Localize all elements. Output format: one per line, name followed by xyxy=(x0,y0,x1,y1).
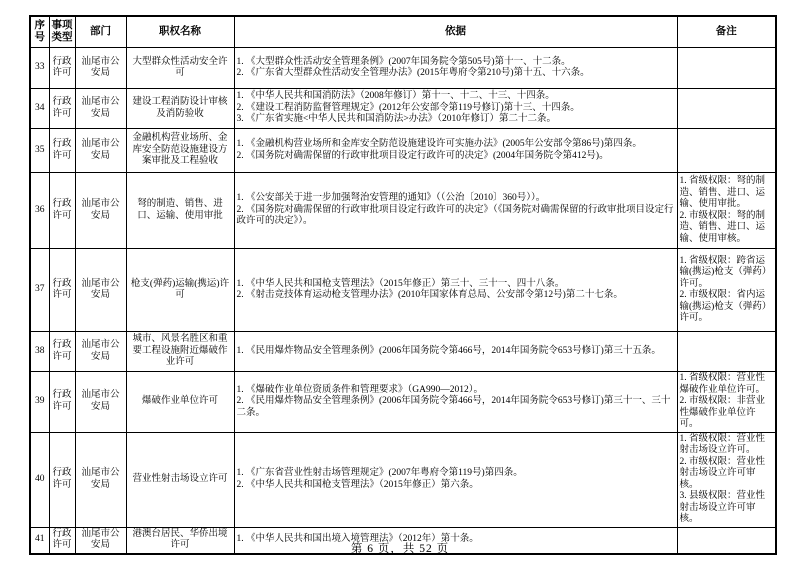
basis-line: 2. 《国务院对确需保留的行政审批项目设定行政许可的决定》(2004年国务院令第412号)。 xyxy=(236,150,609,161)
table-body xyxy=(30,48,776,554)
cell-dept: 汕尾市公安局 xyxy=(75,173,126,249)
cell-dept: 汕尾市公安局 xyxy=(75,129,126,173)
cell-basis xyxy=(234,332,677,372)
basis-line: 3. 《广东省实施<中华人民共和国消防法>办法》（2010年修订）第二十二条。 xyxy=(236,114,556,125)
cell-name: 爆破作业单位许可 xyxy=(126,372,234,433)
cell-basis xyxy=(234,48,677,89)
cell-dept: 汕尾市公安局 xyxy=(75,249,126,332)
remark-line: 1. 省级权限：营业性射击场设立许可。 xyxy=(679,433,766,455)
cell-basis xyxy=(234,372,677,433)
cell-name: 大型群众性活动安全许可 xyxy=(126,48,234,89)
cell-remark xyxy=(677,372,776,433)
cell-remark xyxy=(677,432,776,527)
cell-type: 行政许可 xyxy=(49,48,75,89)
cell-remark xyxy=(677,89,776,129)
cell-remark xyxy=(677,129,776,173)
cell-no: 37 xyxy=(30,249,49,332)
cell-remark xyxy=(677,249,776,332)
cell-basis xyxy=(234,249,677,332)
cell-no: 38 xyxy=(30,332,49,372)
table-row xyxy=(30,432,776,527)
cell-dept: 汕尾市公安局 xyxy=(75,372,126,433)
table-row xyxy=(30,129,776,173)
remark-line: 2. 市级权限：非营业性爆破作业单位许可。 xyxy=(679,396,766,429)
cell-no: 34 xyxy=(30,89,49,129)
cell-name: 枪支(弹药)运输(携运)许可 xyxy=(126,249,234,332)
cell-type: 行政许可 xyxy=(49,129,75,173)
cell-dept: 汕尾市公安局 xyxy=(75,432,126,527)
cell-dept: 汕尾市公安局 xyxy=(75,89,126,129)
permissions-table xyxy=(29,15,777,555)
cell-name: 金融机构营业场所、金库安全防范设施建设方案审批及工程验收 xyxy=(126,129,234,173)
basis-line: 2. 《民用爆炸物品安全管理条例》(2006年国务院令第466号，2014年国务院令653号修订)第三十一、三十二条。 xyxy=(236,396,671,418)
cell-type: 行政许可 xyxy=(49,249,75,332)
remark-line: 2. 市级权限：弩的制造、销售、进口、运输、使用审核。 xyxy=(679,210,766,244)
col-header-basis: 依据 xyxy=(234,16,677,48)
cell-remark xyxy=(677,173,776,249)
cell-no: 35 xyxy=(30,129,49,173)
cell-basis xyxy=(234,89,677,129)
cell-dept: 汕尾市公安局 xyxy=(75,332,126,372)
cell-no: 40 xyxy=(30,432,49,527)
cell-no: 33 xyxy=(30,48,49,89)
cell-no: 39 xyxy=(30,372,49,433)
cell-dept: 汕尾市公安局 xyxy=(75,527,126,554)
table-row xyxy=(30,249,776,332)
col-header-type: 事项类型 xyxy=(49,16,75,48)
cell-no: 36 xyxy=(30,173,49,249)
header-row xyxy=(30,16,776,48)
basis-line: 1. 《公安部关于进一步加强弩治安管理的通知》（（公治〔2010〕360号））。 xyxy=(236,193,546,204)
remark-line: 2. 市级权限：营业性射击场设立许可审核。 xyxy=(679,456,766,490)
cell-name: 城市、风景名胜区和重要工程设施附近爆破作业许可 xyxy=(126,332,234,372)
cell-no: 41 xyxy=(30,527,49,554)
col-header-dept: 部门 xyxy=(75,16,126,48)
basis-line: 1. 《民用爆炸物品安全管理条例》(2006年国务院令第466号，2014年国务院令653号修订)第三十五条。 xyxy=(236,345,661,356)
page-footer: 第 6 页，共 52 页 xyxy=(350,543,450,555)
cell-basis xyxy=(234,432,677,527)
remark-line: 1. 省级权限：营业性爆破作业单位许可。 xyxy=(679,373,766,395)
basis-line: 1. 《广东省营业性射击场管理规定》(2007年粤府令第119号)第四条。 xyxy=(236,468,523,478)
basis-line: 2. 《射击竞技体育运动枪支管理办法》(2010年国家体育总局、公安部令第12号)第二十七条。 xyxy=(236,290,623,300)
basis-line: 1. 《中华人民共和国消防法》（2008年修订）第十一、十二、十三、十四条。 xyxy=(236,91,555,102)
table-row xyxy=(30,48,776,89)
basis-line: 1. 《金融机构营业场所和金库安全防范设施建设许可实施办法》(2005年公安部令第86号)第四条。 xyxy=(236,139,642,149)
basis-line: 1. 《爆破作业单位资质条件和管理要求》（GA990—2012）。 xyxy=(236,384,483,395)
cell-dept: 汕尾市公安局 xyxy=(75,48,126,89)
cell-remark xyxy=(677,48,776,89)
table-row xyxy=(30,89,776,129)
basis-line: 1. 《中华人民共和国枪支管理法》（2015年修正）第三十、三十一、四十八条。 xyxy=(236,278,565,289)
basis-line: 2. 《国务院对确需保留的行政审批项目设定行政许可的决定》（《国务院对确需保留的行政审批项目设定行政许可的决定》）。 xyxy=(236,204,674,227)
col-header-remark: 备注 xyxy=(677,16,776,48)
table-row xyxy=(30,372,776,433)
cell-type: 行政许可 xyxy=(49,432,75,527)
cell-type: 行政许可 xyxy=(49,173,75,249)
remark-line: 1. 省级权限：弩的制造、销售、进口、运输、使用审批。 xyxy=(679,176,766,209)
cell-type: 行政许可 xyxy=(49,89,75,129)
basis-line: 1. 《中华人民共和国出境入境管理法》（2012年）第十条。 xyxy=(236,534,479,545)
cell-basis xyxy=(234,173,677,249)
col-header-name: 职权名称 xyxy=(126,16,234,48)
col-header-no: 序号 xyxy=(30,16,49,48)
cell-type: 行政许可 xyxy=(49,332,75,372)
cell-name: 营业性射击场设立许可 xyxy=(126,432,234,527)
remark-line: 1. 省级权限：跨省运输(携运)枪支（弹药）许可。 xyxy=(679,255,772,289)
remark-line: 2. 市级权限：省内运输(携运)枪支（弹药）许可。 xyxy=(679,290,772,323)
cell-type: 行政许可 xyxy=(49,372,75,433)
cell-remark xyxy=(677,332,776,372)
cell-name: 弩的制造、销售、进口、运输、使用审批 xyxy=(126,173,234,249)
basis-line: 2. 《广东省大型群众性活动安全管理办法》(2015年粤府令第210号)第十五、十六条。 xyxy=(236,68,590,78)
cell-basis xyxy=(234,129,677,173)
basis-line: 1. 《大型群众性活动安全管理条例》(2007年国务院令第505号)第十一、十二条。 xyxy=(236,56,571,67)
basis-line: 2. 《建设工程消防监督管理规定》(2012年公安部令第119号修订)第十三、十四条。 xyxy=(236,102,580,113)
cell-name: 建设工程消防设计审核及消防验收 xyxy=(126,89,234,129)
cell-type: 行政许可 xyxy=(49,527,75,554)
table-row xyxy=(30,173,776,249)
basis-line: 2. 《中华人民共和国枪支管理法》（2015年修正）第六条。 xyxy=(236,479,479,490)
table-row xyxy=(30,332,776,372)
cell-name: 港澳台居民、华侨出境许可 xyxy=(126,527,234,554)
remark-line: 3. 县级权限：营业性射击场设立许可审核。 xyxy=(679,491,766,524)
